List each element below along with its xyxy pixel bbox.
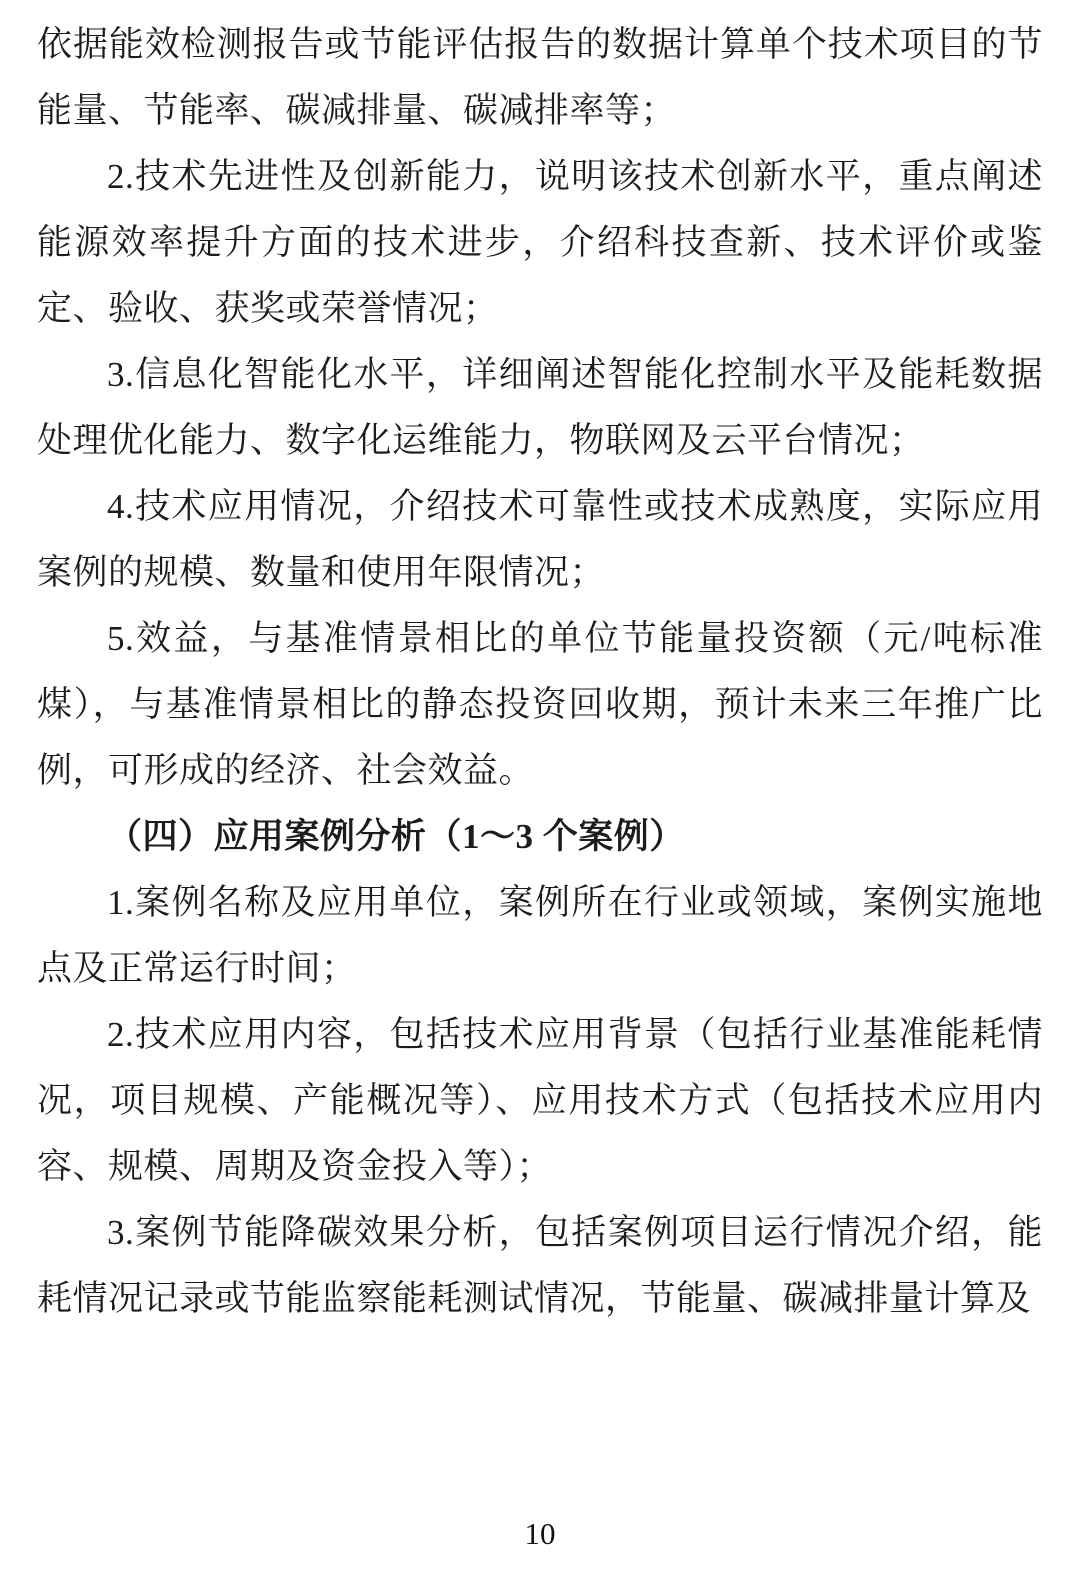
paragraph: 3.信息化智能化水平，详细阐述智能化控制水平及能耗数据处理优化能力、数字化运维能力，物联网及云平台情况； <box>37 355 1043 460</box>
paragraph: 2.技术应用内容，包括技术应用背景（包括行业基准能耗情况，项目规模、产能概况等）、应用技术方式（包括技术应用内容、规模、周期及资金投入等）； <box>37 1015 1043 1186</box>
section-heading: （四）应用案例分析（1～3 个案例） <box>107 817 685 856</box>
paragraph: 4.技术应用情况，介绍技术可靠性或技术成熟度，实际应用案例的规模、数量和使用年限情况； <box>37 487 1043 592</box>
paragraph: 3.案例节能降碳效果分析，包括案例项目运行情况介绍，能耗情况记录或节能监察能耗测试情况，节能量、碳减排量计算及 <box>37 1213 1043 1318</box>
paragraph: 5.效益，与基准情景相比的单位节能量投资额（元/吨标准煤），与基准情景相比的静态投资回收期，预计未来三年推广比例，可形成的经济、社会效益。 <box>37 619 1043 790</box>
document-body <box>37 12 1043 1332</box>
page-number: 10 <box>524 1516 556 1551</box>
paragraph: 依据能效检测报告或节能评估报告的数据计算单个技术项目的节能量、节能率、碳减排量、碳减排率等； <box>37 25 1043 130</box>
paragraph: 1.案例名称及应用单位，案例所在行业或领域，案例实施地点及正常运行时间； <box>37 883 1043 988</box>
paragraph: 2.技术先进性及创新能力，说明该技术创新水平，重点阐述能源效率提升方面的技术进步，介绍科技查新、技术评价或鉴定、验收、获奖或荣誉情况； <box>37 157 1043 328</box>
